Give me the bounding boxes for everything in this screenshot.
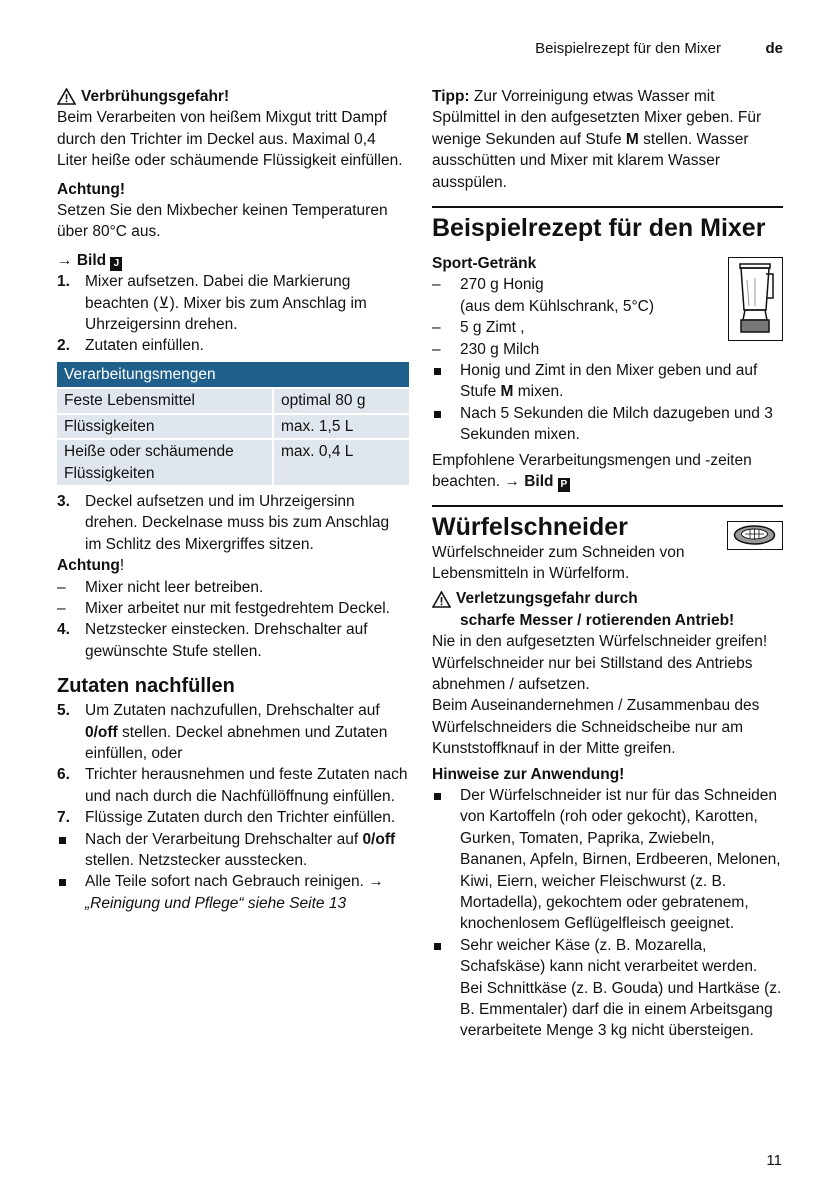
step-number: 3.: [57, 492, 70, 510]
bullet-text: Nach der Verarbeitung Drehschalter auf 0/off stellen. Netzstecker ausstecken.: [85, 830, 396, 869]
warning-scald: [57, 86, 409, 172]
figure-label: Bild: [76, 251, 107, 269]
ingredient: – 230 g Milch: [432, 340, 540, 358]
usage-hints: [432, 764, 783, 1042]
recipe-subtitle: Sport-Getränk: [432, 255, 537, 273]
warning-triangle-icon: [432, 591, 451, 608]
warning-text: Nie in den aufgesetzten Würfelschneider greifen! Würfelschneider nur bei Stillstand des Antriebs abnehmen / aufsetzen.: [432, 633, 768, 693]
table-cell-value: optimal 80 g: [274, 387, 409, 412]
warning-title-line2: scharfe Messer / rotierenden Antrieb!: [460, 611, 735, 629]
step-text: Mixer aufsetzen. Dabei die Markierung beachten (⊻). Mixer bis zum Anschlag im Uhrzeigersinn drehen.: [85, 273, 367, 334]
recipe-section: [432, 206, 783, 492]
dicing-disc-icon: [727, 521, 783, 550]
caution-title-punct: !: [119, 557, 125, 575]
step-6: [57, 764, 409, 807]
table-header: Verarbeitungsmengen: [57, 362, 409, 387]
bullet-square-icon: [434, 411, 441, 418]
language-code: de: [765, 40, 783, 57]
step-3: [57, 491, 409, 555]
section-heading-refill: Zutaten nachfüllen: [57, 675, 235, 698]
running-header-title: Beispielrezept für den Mixer: [535, 40, 721, 57]
page-number: 11: [766, 1152, 782, 1169]
bullet-square-icon: [59, 879, 66, 886]
steps-list: [57, 271, 409, 357]
table-row: [57, 413, 409, 438]
bullet-item: Honig und Zimt in den Mixer geben und auf Stufe M mixen.: [432, 360, 783, 403]
bullet-text: Alle Teile sofort nach Gebrauch reinigen. → „Reinigung und Pflege“ siehe Seite 13: [85, 873, 384, 912]
cutter-section: [432, 505, 783, 1042]
recipe-note: Empfohlene Verarbeitungsmengen und -zeiten beachten. → Bild P: [432, 451, 752, 491]
step-number: 7.: [57, 809, 70, 827]
left-column: [57, 86, 409, 914]
step-text: Trichter herausnehmen und feste Zutaten nach und nach durch die Nachfüllöffnung einfüllen.: [85, 766, 408, 805]
hints-title: Hinweise zur Anwendung!: [432, 765, 625, 783]
table-cell-value: max. 0,4 L: [274, 438, 409, 485]
warning-title: Verletzungsgefahr durch: [456, 590, 638, 608]
warning-text: Beim Auseinandernehmen / Zusammenbau des Würfelschneiders die Schneidscheibe nur am Kunststoffknauf in der Mitte greifen.: [432, 697, 760, 758]
dash-item: [57, 577, 409, 598]
step-7: [57, 807, 409, 828]
blender-icon: [728, 257, 783, 341]
ingredient: – 5 g Zimt ,: [432, 319, 525, 337]
bullet-item: Der Würfelschneider ist nur für das Schneiden von Kartoffeln (roh oder gekocht), Karotten, Gurken, Tomaten, Paprika, Zwiebeln, Bananen, Apfeln, Birnen, Erdbeeren, Melonen, Kiwi, Eiern, weicher Fleischwurst (z. B. Mortadella), gekochtem oder gebratenem, knochenlosem Geflügelfleisch geeignet.: [432, 785, 783, 935]
arrow-right-icon: →: [368, 873, 384, 891]
table-cell-item: Feste Lebensmittel: [57, 387, 274, 412]
bullet-item: Sehr weicher Käse (z. B. Mozarella, Schafskäse) kann nicht verarbeitet werden. Bei Schnittkäse (z. B. Gouda) und Hartkäse (z. B. Emmentaler) darf die in einem Arbeitsgang verarbeitete Menge 3 kg nicht übersteigen.: [432, 935, 783, 1042]
step-text: Um Zutaten nachzufullen, Drehschalter auf 0/off stellen. Deckel abnehmen und Zutaten einfüllen, oder: [85, 702, 388, 762]
warning-text: Beim Verarbeiten von heißem Mixgut tritt Dampf durch den Trichter im Deckel aus. Maximal 0,4 Liter heiße oder schäumende Flüssigkeit einfüllen.: [57, 109, 403, 170]
step-4: [57, 619, 409, 662]
bullet-square-icon: [434, 943, 441, 950]
table-cell-item: Heiße oder schäumende Flüssigkeiten: [57, 438, 274, 485]
table-row: [57, 387, 409, 412]
step-text: Netzstecker einstecken. Drehschalter auf gewünschte Stufe stellen.: [85, 621, 368, 660]
step-number: 6.: [57, 766, 70, 784]
step-text: Zutaten einfüllen.: [85, 337, 204, 355]
bullet-item: [57, 829, 409, 872]
warning-injury: [432, 588, 783, 759]
step-5: [57, 700, 409, 764]
bullet-square-icon: [59, 837, 66, 844]
caution-operation: [57, 555, 409, 619]
figure-badge: P: [558, 478, 570, 492]
table-cell-item: Flüssigkeiten: [57, 413, 274, 438]
dash-item-text: Mixer arbeitet nur mit festgedrehtem Deckel.: [85, 599, 390, 617]
warning-title: Verbrühungsgefahr!: [81, 88, 230, 105]
tip-paragraph: Tipp: Zur Vorreinigung etwas Wasser mit Spülmittel in den aufgesetzten Mixer geben. Für wenige Sekunden auf Stufe M stellen. Wasser ausschütten und Mixer mit klarem Wasser ausspülen.: [432, 88, 762, 191]
caution-text: Setzen Sie den Mixbecher keinen Temperaturen über 80°C aus.: [57, 202, 388, 241]
cross-reference-link[interactable]: „Reinigung und Pflege“ siehe Seite 13: [85, 894, 347, 912]
step-number: 2.: [57, 337, 70, 355]
warning-triangle-icon: [57, 88, 76, 105]
processing-quantities-table: [57, 362, 409, 485]
dash-marker: –: [57, 578, 66, 596]
step-2: [57, 335, 409, 356]
table-cell-value: max. 1,5 L: [274, 413, 409, 438]
ingredient: – 270 g Honig (aus dem Kühlschrank, 5°C): [432, 276, 654, 315]
dash-item: [57, 598, 409, 619]
caution-title: Achtung: [57, 557, 120, 575]
arrow-right-icon: →: [504, 473, 520, 491]
bullet-item: Nach 5 Sekunden die Milch dazugeben und 3 Sekunden mixen.: [432, 403, 783, 446]
section-heading-cutter: Würfelschneider: [432, 512, 628, 541]
step-number: 1.: [57, 273, 70, 291]
figure-badge: J: [110, 257, 122, 271]
cutter-intro: Würfelschneider zum Schneiden von Lebensmitteln in Würfelform.: [432, 543, 685, 582]
step-number: 4.: [57, 621, 70, 639]
bullet-square-icon: [434, 368, 441, 375]
dash-marker: –: [57, 599, 66, 617]
arrow-right-icon: →: [57, 251, 73, 269]
bullet-item: [57, 871, 409, 914]
table-row: [57, 438, 409, 485]
step-number: 5.: [57, 702, 70, 720]
caution-temperature: [57, 179, 409, 243]
bullet-square-icon: [434, 793, 441, 800]
section-heading-recipe: Beispielrezept für den Mixer: [432, 214, 766, 243]
step-text: Flüssige Zutaten durch den Trichter einfüllen.: [85, 809, 396, 827]
right-column: [432, 86, 783, 1042]
figure-reference: [57, 250, 409, 271]
caution-title: Achtung!: [57, 180, 126, 198]
step-text: Deckel aufsetzen und im Uhrzeigersinn drehen. Deckelnase muss bis zum Anschlag im Schlitz des Mixergriffes sitzen.: [85, 492, 390, 553]
step-1: [57, 271, 409, 335]
dash-item-text: Mixer nicht leer betreiben.: [85, 578, 264, 596]
